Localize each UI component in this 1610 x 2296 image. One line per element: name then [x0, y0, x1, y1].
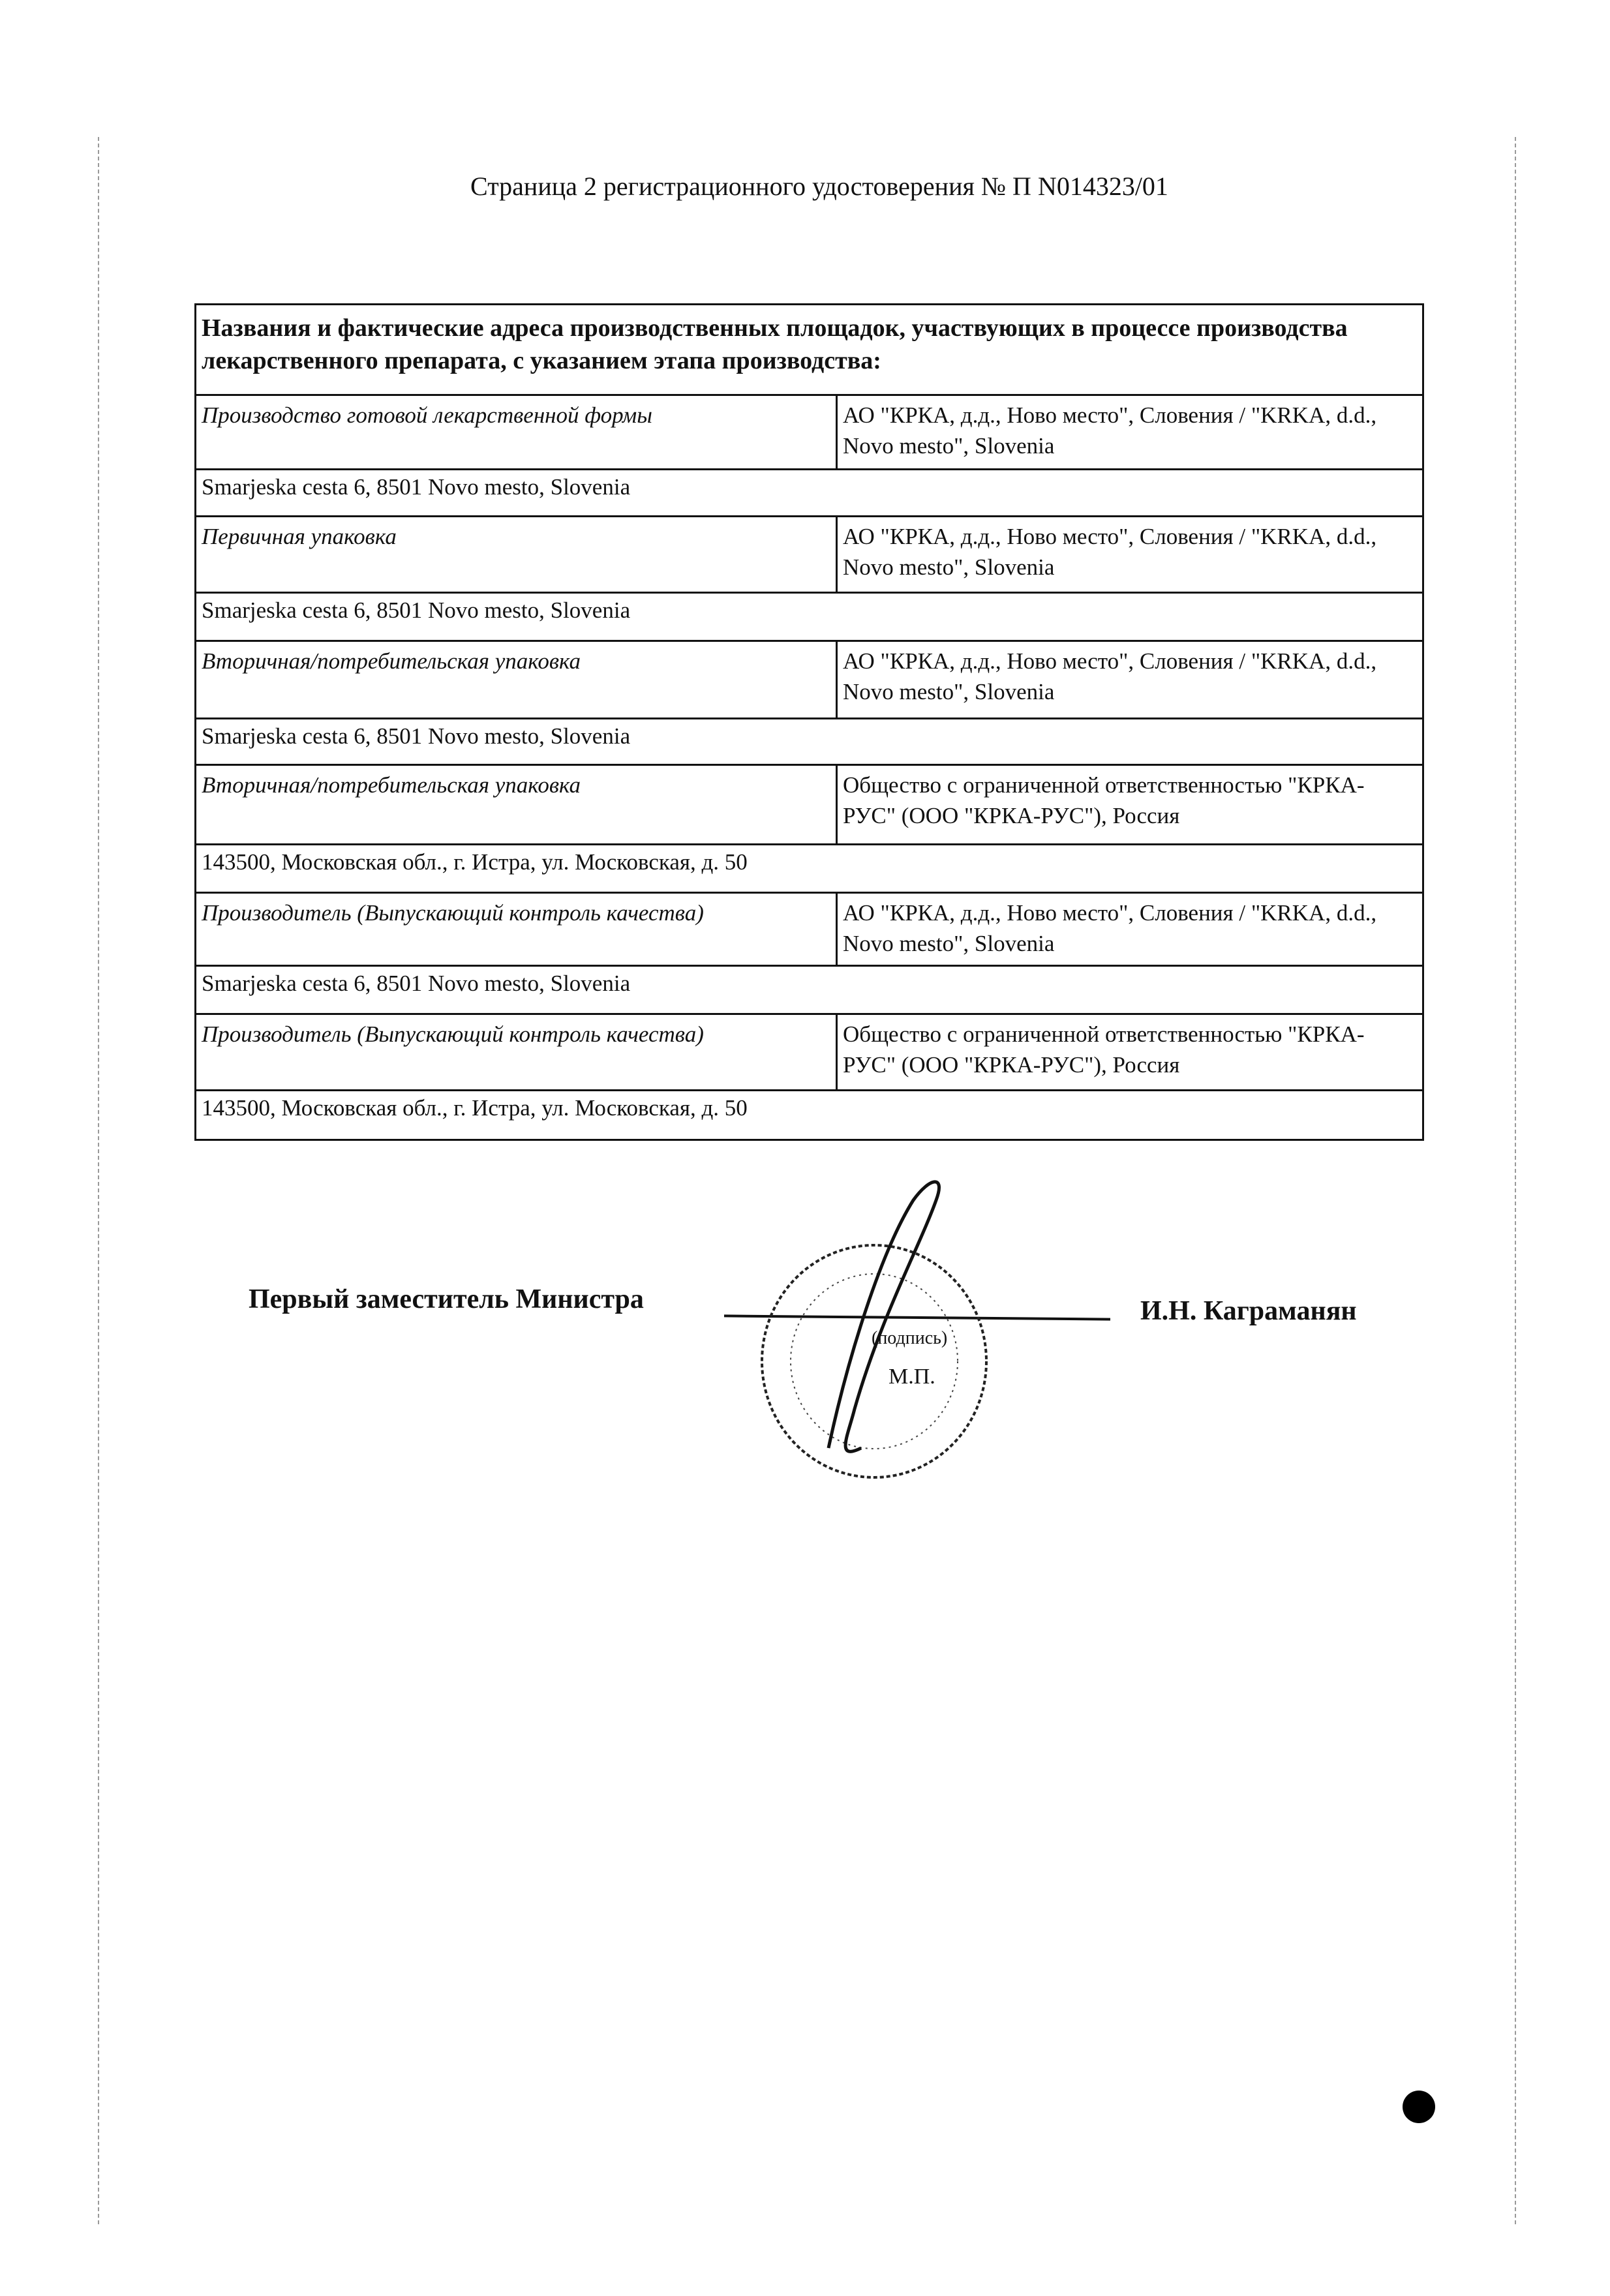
production-stage: Вторичная/потребительская упаковка — [196, 641, 837, 719]
company-name: АО "КРКА, д.д., Ново место", Словения / "KRKA, d.d., Novo mesto", Slovenia — [837, 893, 1423, 966]
site-address: Smarjeska cesta 6, 8501 Novo mesto, Slovenia — [196, 719, 1423, 765]
page-title: Страница 2 регистрационного удостоверения № П N014323/01 — [470, 172, 1168, 201]
site-address: Smarjeska cesta 6, 8501 Novo mesto, Slovenia — [196, 470, 1423, 517]
table-heading: Названия и фактические адреса производственных площадок, участвующих в процессе производства лекарственного препарата, с указанием этапа производства: — [196, 305, 1423, 395]
site-address: Smarjeska cesta 6, 8501 Novo mesto, Slovenia — [196, 966, 1423, 1014]
scan-border — [98, 137, 1516, 2224]
seal-caption: М.П. — [889, 1365, 935, 1389]
production-stage: Вторичная/потребительская упаковка — [196, 765, 837, 845]
site-address: 143500, Московская обл., г. Истра, ул. Московская, д. 50 — [196, 1091, 1423, 1140]
site-address: Smarjeska cesta 6, 8501 Novo mesto, Slovenia — [196, 593, 1423, 641]
signature-caption: (подпись) — [872, 1328, 948, 1348]
company-name: Общество с ограниченной ответственностью "КРКА-РУС" (ООО "КРКА-РУС"), Россия — [837, 1014, 1423, 1091]
signatory-name: И.Н. Каграманян — [1140, 1296, 1357, 1326]
company-name: АО "КРКА, д.д., Ново место", Словения / "KRKA, d.d., Novo mesto", Slovenia — [837, 517, 1423, 593]
signatory-position: Первый заместитель Министра — [249, 1284, 644, 1314]
production-stage: Производство готовой лекарственной формы — [196, 395, 837, 470]
production-stage: Первичная упаковка — [196, 517, 837, 593]
company-name: Общество с ограниченной ответственностью "КРКА-РУС" (ООО "КРКА-РУС"), Россия — [837, 765, 1423, 845]
company-name: АО "КРКА, д.д., Ново место", Словения / "KRKA, d.d., Novo mesto", Slovenia — [837, 641, 1423, 719]
punch-hole-mark — [1403, 2091, 1435, 2123]
production-stage: Производитель (Выпускающий контроль качества) — [196, 1014, 837, 1091]
site-address: 143500, Московская обл., г. Истра, ул. Московская, д. 50 — [196, 845, 1423, 893]
production-stage: Производитель (Выпускающий контроль качества) — [196, 893, 837, 966]
company-name: АО "КРКА, д.д., Ново место", Словения / "KRKA, d.d., Novo mesto", Slovenia — [837, 395, 1423, 470]
